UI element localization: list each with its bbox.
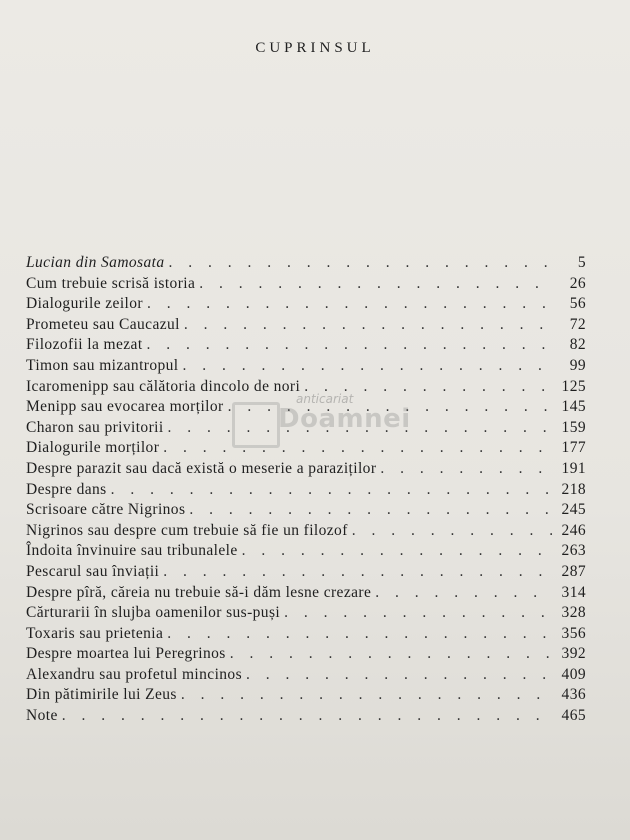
toc-entry-page: 245 xyxy=(561,501,586,519)
toc-entry-page: 99 xyxy=(569,356,586,374)
dot-leader xyxy=(168,419,552,437)
toc-entry-page: 125 xyxy=(561,377,586,395)
dot-leader xyxy=(167,625,552,643)
toc-entry-page: 314 xyxy=(561,583,586,601)
toc-entry xyxy=(26,686,586,707)
toc-entry-title: Charon sau privitorii xyxy=(26,418,164,436)
toc-entry-title: Despre moartea lui Peregrinos xyxy=(26,645,226,663)
watermark-small-text: anticariat xyxy=(296,392,354,406)
toc-entry xyxy=(26,542,586,563)
dot-leader xyxy=(284,604,552,622)
toc-entry-title: Alexandru sau profetul mincinos xyxy=(26,665,243,683)
toc-entry-page: 159 xyxy=(561,418,586,436)
toc-entry xyxy=(26,316,586,337)
toc-entry-page: 5 xyxy=(577,254,586,271)
dot-leader xyxy=(352,522,552,540)
toc-entry-title: Timon sau mizantropul xyxy=(26,356,179,374)
dot-leader xyxy=(304,378,552,396)
toc-entry xyxy=(26,275,586,296)
dot-leader xyxy=(183,357,553,375)
dot-leader xyxy=(189,501,552,519)
toc-entry-title: Nigrinos sau despre cum trebuie să fie un filozof xyxy=(26,521,348,539)
toc-entry-title: Despre dans xyxy=(26,480,107,498)
toc-entry-page: 263 xyxy=(561,542,586,560)
toc-entry-title: Îndoita învinuire sau tribunalele xyxy=(26,542,238,560)
toc-entry-page: 392 xyxy=(561,645,586,663)
toc-entry xyxy=(26,378,586,399)
toc-entry xyxy=(26,563,586,584)
toc-entry-title: Despre parazit sau dacă există o meserie a paraziților xyxy=(26,459,377,477)
dot-leader xyxy=(246,666,552,684)
toc-entry-page: 465 xyxy=(561,707,586,725)
toc-entry-title: Prometeu sau Caucazul xyxy=(26,315,180,333)
toc-entry xyxy=(26,481,586,502)
toc-entry-title: Despre pîră, căreia nu trebuie să-i dăm lesne crezare xyxy=(26,583,372,601)
toc-entry-page: 191 xyxy=(561,459,586,477)
dot-leader xyxy=(199,275,552,293)
toc-entry-title: Scrisoare către Nigrinos xyxy=(26,501,186,519)
toc-entry xyxy=(26,398,586,419)
dot-leader xyxy=(228,398,552,416)
toc-entry xyxy=(26,645,586,666)
toc-entry-title: Menipp sau evocarea morților xyxy=(26,398,224,416)
page-title: CUPRINSUL xyxy=(255,40,375,56)
watermark-big-text: Doamnei xyxy=(278,404,411,434)
toc-entry-title: Din pătimirile lui Zeus xyxy=(26,686,177,704)
toc-entry xyxy=(26,419,586,440)
toc-entry xyxy=(26,357,586,378)
toc-entry-page: 409 xyxy=(561,665,586,683)
toc-entry-page: 82 xyxy=(569,336,586,354)
toc-entry xyxy=(26,604,586,625)
toc-entry xyxy=(26,501,586,522)
toc-entry xyxy=(26,522,586,543)
dot-leader xyxy=(181,686,552,704)
toc-entry-page: 145 xyxy=(561,398,586,416)
dot-leader xyxy=(147,295,552,313)
toc-entry-title: Dialogurile morților xyxy=(26,439,160,457)
toc-entry xyxy=(26,295,586,316)
toc-entry-page: 328 xyxy=(561,604,586,622)
toc-entry xyxy=(26,584,586,605)
toc-entry-title: Lucian din Samosata xyxy=(26,254,165,271)
toc-entry-page: 218 xyxy=(561,480,586,498)
toc-entry-title: Icaromenipp sau călătoria dincolo de nori xyxy=(26,377,301,395)
dot-leader xyxy=(169,254,553,272)
toc-entry-page: 26 xyxy=(569,274,586,292)
toc-entry xyxy=(26,254,586,275)
dot-leader xyxy=(184,316,552,334)
toc-entry xyxy=(26,336,586,357)
toc-entry xyxy=(26,707,586,728)
dot-leader xyxy=(163,439,552,457)
toc-entry xyxy=(26,666,586,687)
dot-leader xyxy=(62,707,552,725)
toc-entry-title: Cum trebuie scrisă istoria xyxy=(26,274,196,292)
toc-entry-page: 177 xyxy=(561,439,586,457)
dot-leader xyxy=(242,542,552,560)
table-of-contents xyxy=(26,254,586,728)
dot-leader xyxy=(230,645,552,663)
dot-leader xyxy=(163,563,552,581)
toc-entry-page: 56 xyxy=(569,295,586,313)
toc-entry-title: Toxaris sau prietenia xyxy=(26,624,164,642)
toc-entry xyxy=(26,460,586,481)
toc-entry-page: 287 xyxy=(561,562,586,580)
toc-entry-page: 246 xyxy=(561,521,586,539)
toc-entry-title: Pescarul sau înviații xyxy=(26,562,160,580)
dot-leader xyxy=(375,584,552,602)
dot-leader xyxy=(111,481,552,499)
toc-entry-page: 356 xyxy=(561,624,586,642)
toc-entry xyxy=(26,439,586,460)
toc-entry-page: 436 xyxy=(561,686,586,704)
toc-entry-title: Dialogurile zeilor xyxy=(26,295,143,313)
toc-entry-page: 72 xyxy=(569,315,586,333)
toc-entry xyxy=(26,625,586,646)
toc-entry-title: Note xyxy=(26,707,58,725)
dot-leader xyxy=(380,460,552,478)
dot-leader xyxy=(147,336,552,354)
toc-entry-title: Filozofii la mezat xyxy=(26,336,143,354)
toc-entry-title: Cărturarii în slujba oamenilor sus-puși xyxy=(26,604,281,622)
